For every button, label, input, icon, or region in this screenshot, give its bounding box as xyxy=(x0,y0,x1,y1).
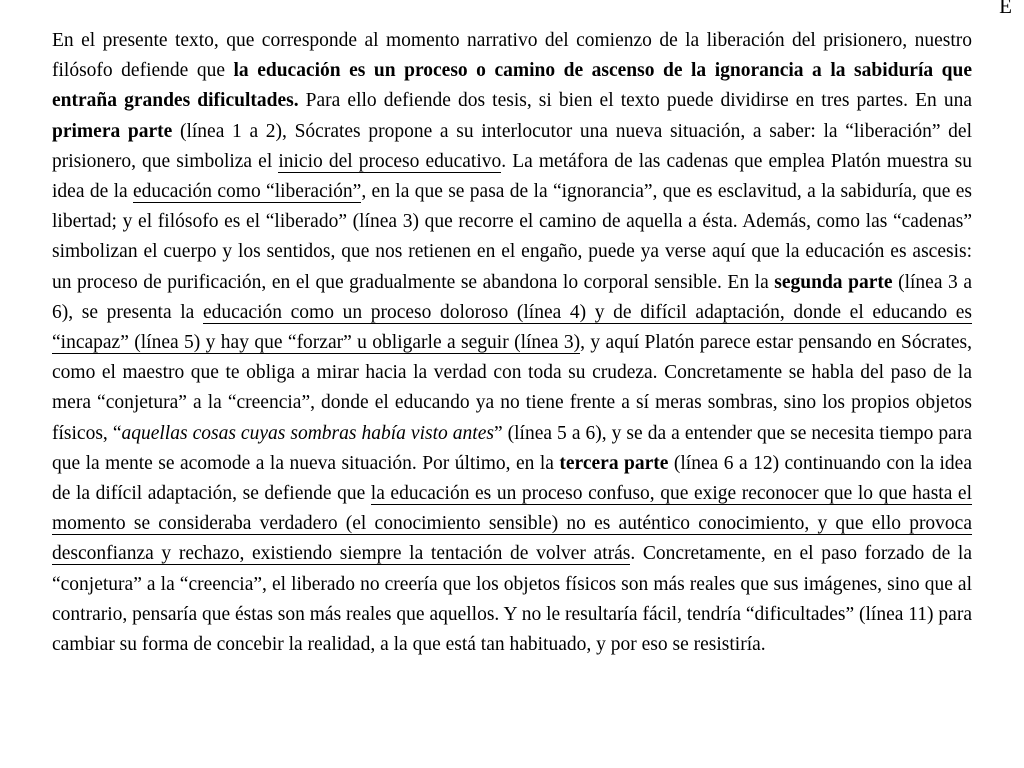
text-run: (línea 1 a 2), Sócrates propone a su interlocutor una nueva situación, a saber: la “liberación” del prisionero, que simboliza el xyxy=(52,120,972,172)
bold-first-part: primera parte xyxy=(52,120,173,142)
underlined-phrase: la educación es un proceso confuso, que exige reconocer que lo que hasta el momento se consideraba verdadero (el conocimiento sensible) no es auténtico conocimiento, y que ello provoca desconfianza y rechazo, existiendo siempre la tentación de volver atrás xyxy=(52,483,972,565)
corner-label: E xyxy=(999,0,1012,18)
text-run: . Concretamente, en el paso forzado de la “conjetura” a la “creencia”, el liberado no creería que los objetos físicos son más reales que sus imágenes, sino que al contrario, pensaría que éstas son más reales que aquellos. Y no le resultaría fácil, tendría “dificultades” (línea 11) para cambiar su forma de concebir la realidad, a la que está tan habituado, y por eso se resistiría. xyxy=(52,543,972,656)
text-run: (línea 6 a 12) continuando con la idea de la difícil adaptación, se defiende que xyxy=(52,452,972,505)
text-run: . La metáfora de las cadenas que emplea Platón muestra su idea de la xyxy=(52,150,972,203)
text-run: En el presente texto, que corresponde al momento narrativo del comienzo de la liberación del prisionero, nuestro filósofo defiende que xyxy=(52,30,972,82)
text-run: Para ello defiende dos tesis, si bien el texto puede dividirse en tres partes. En una xyxy=(298,90,972,112)
italic-quote: aquellas cosas cuyas sombras había visto antes xyxy=(121,422,494,444)
text-run: , en la que se pasa de la “ignorancia”, que es esclavitud, a la sabiduría, que es libertad; y el filósofo es el “liberado” (línea 3) que recorre el camino de aquella a ésta. Además, como las “cadenas” simbolizan el cuerpo y los sentidos, que nos retienen en el engaño, puede ya verse aquí que la educación es ascesis: un proceso de purificación, en el que gradualmente se abandona lo corporal sensible. En la xyxy=(52,181,972,293)
text-run: ” (línea 5 a 6), y se da a entender que se necesita tiempo para que la mente se acomode a la nueva situación. Por último, en la xyxy=(52,422,972,474)
bold-second-part: segunda parte xyxy=(774,271,893,293)
text-run: , y aquí Platón parece estar pensando en Sócrates, como el maestro que te obliga a mirar hacia la verdad con toda su crudeza. Concretamente se habla del paso de la mera “conjetura” a la “creencia”, donde el educando ya no tiene frente a sí meras sombras, sino los propios objetos físicos, “ xyxy=(52,332,972,444)
underlined-phrase: inicio del proceso educativo xyxy=(278,150,502,172)
underlined-phrase: educación como un proceso doloroso (línea 4) y de difícil adaptación, donde el educando es “incapaz” (línea 5) y hay que “forzar” u obligarle a seguir (línea 3) xyxy=(52,301,972,354)
body-paragraph xyxy=(52,26,972,660)
underlined-phrase: educación como “liberación” xyxy=(133,181,362,203)
bold-third-part: tercera parte xyxy=(559,452,669,474)
bold-thesis: la educación es un proceso o camino de ascenso de la ignorancia a la sabiduría que entraña grandes dificultades. xyxy=(52,60,972,112)
text-run: (línea 3 a 6), se presenta la xyxy=(52,271,973,323)
